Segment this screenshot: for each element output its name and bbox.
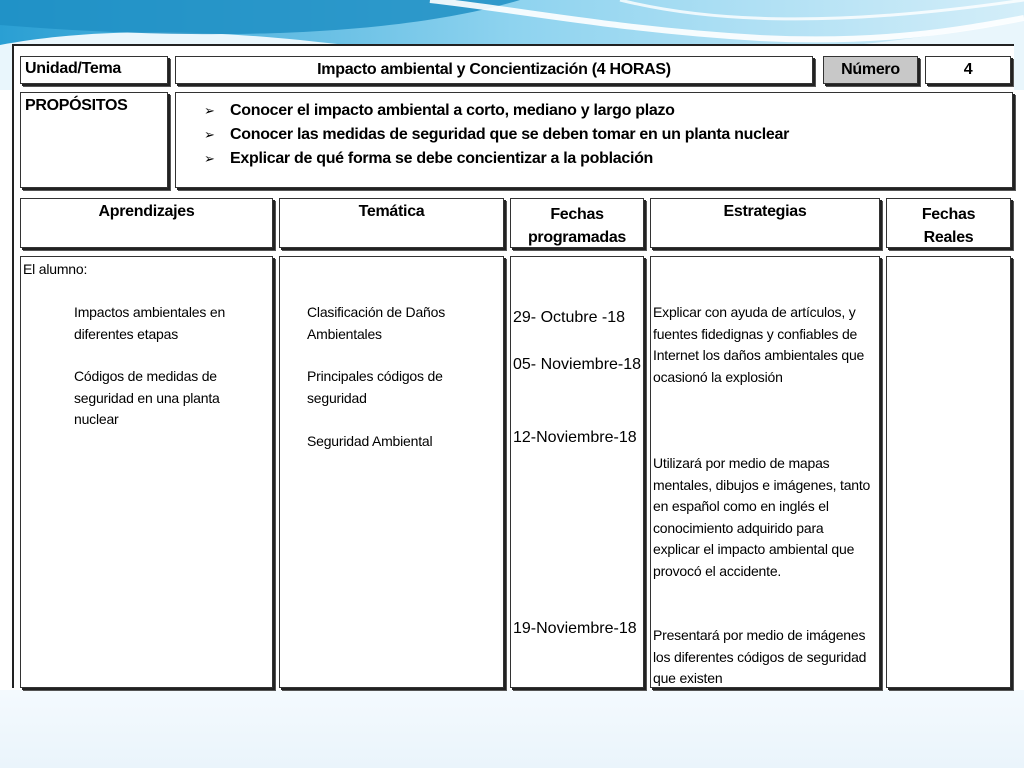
purposes-list-cell bbox=[175, 92, 1013, 188]
fecha-item: 29- Octubre -18 bbox=[513, 309, 626, 326]
topic-cell bbox=[175, 56, 813, 84]
unit-label-cell bbox=[20, 56, 168, 84]
col-header-fechas-programadas: Fechas programadas bbox=[510, 198, 644, 248]
col-header-fechas-reales: Fechas Reales bbox=[886, 198, 1011, 248]
purposes-list bbox=[176, 93, 1012, 171]
fechas-reales-cell bbox=[886, 256, 1011, 688]
tematica-cell bbox=[279, 256, 504, 688]
aprendizajes-cell bbox=[20, 256, 273, 688]
col-header-tematica: Temática bbox=[279, 198, 504, 248]
arrow-bullet-icon: ➢ bbox=[204, 151, 215, 166]
tematica-item: Seguridad Ambiental bbox=[307, 433, 433, 449]
number-label: Número bbox=[841, 61, 900, 78]
arrow-bullet-icon: ➢ bbox=[204, 103, 215, 118]
aprendizajes-intro: El alumno: bbox=[23, 261, 88, 277]
estrategia-item: Utilizará por medio de mapas mentales, dibujos e imágenes, tanto en español como en inglés el conocimiento adquirido para explicar el impacto ambiental que provocó el accidente. bbox=[653, 455, 871, 579]
fecha-item: 12-Noviembre-18 bbox=[513, 429, 637, 446]
fechas-programadas-cell bbox=[510, 256, 644, 688]
purpose-item: ➢ Conocer el impacto ambiental a corto, mediano y largo plazo bbox=[204, 99, 1012, 123]
estrategia-item: Explicar con ayuda de artículos, y fuentes fidedignas y confiables de Internet los daños ambientales que ocasionó la explosión bbox=[653, 304, 865, 385]
col-header-estrategias: Estrategias bbox=[650, 198, 880, 248]
tematica-item: Clasificación de Daños Ambientales bbox=[307, 304, 446, 342]
number-value-cell bbox=[925, 56, 1011, 84]
col-header-aprendizajes: Aprendizajes bbox=[20, 198, 273, 248]
estrategia-item: Presentará por medio de imágenes los diferentes códigos de seguridad que existen bbox=[653, 627, 867, 686]
purpose-item: ➢ Explicar de qué forma se debe concientizar a la población bbox=[204, 147, 1012, 171]
arrow-bullet-icon: ➢ bbox=[204, 127, 215, 142]
planning-sheet bbox=[12, 44, 1014, 688]
estrategias-cell bbox=[650, 256, 880, 688]
unit-label: Unidad/Tema bbox=[25, 60, 121, 77]
number-label-cell bbox=[823, 56, 918, 84]
topic-title: Impacto ambiental y Concientización (4 HORAS) bbox=[317, 61, 671, 78]
purpose-item: ➢ Conocer las medidas de seguridad que se deben tomar en un planta nuclear bbox=[204, 123, 1012, 147]
aprendizaje-item: Códigos de medidas de seguridad en una planta nuclear bbox=[74, 368, 220, 427]
fecha-item: 05- Noviembre-18 bbox=[513, 356, 642, 373]
number-value: 4 bbox=[963, 61, 973, 78]
tematica-item: Principales códigos de seguridad bbox=[307, 368, 443, 406]
aprendizaje-item: Impactos ambientales en diferentes etapas bbox=[74, 304, 226, 342]
background-footer bbox=[0, 690, 1024, 768]
purposes-label: PROPÓSITOS bbox=[25, 97, 128, 114]
purposes-label-cell bbox=[20, 92, 168, 188]
fecha-item: 19-Noviembre-18 bbox=[513, 620, 637, 637]
